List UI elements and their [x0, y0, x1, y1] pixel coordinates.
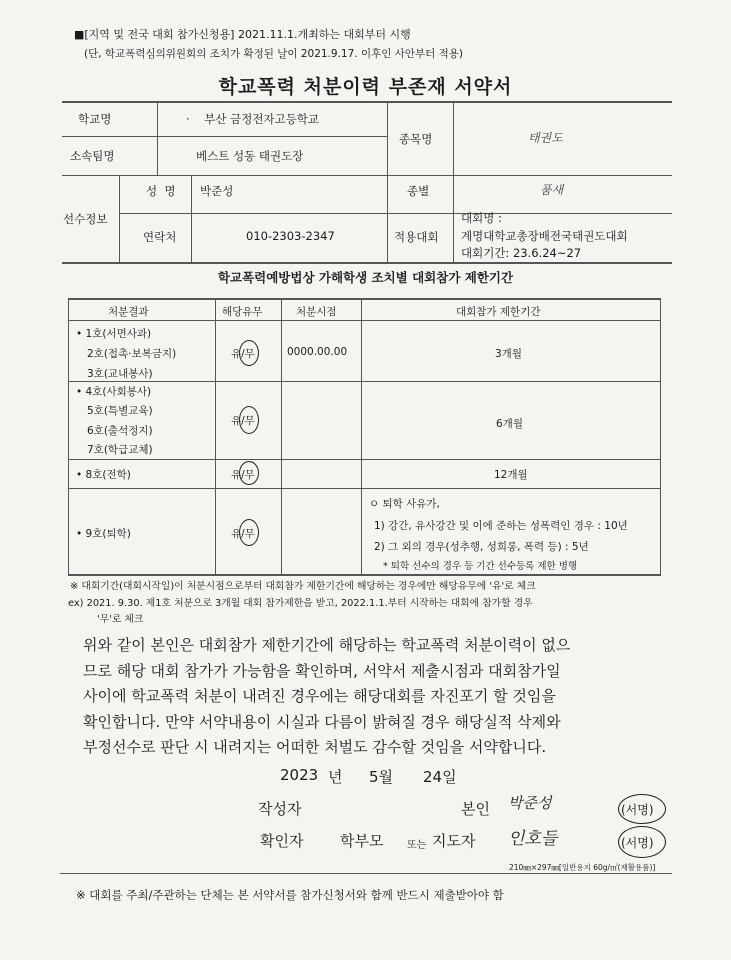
row3-item-1: • 8호(전학): [76, 469, 131, 481]
row4-limit-line-4: * 퇴학 선수의 경우 등 기간 선수등록 제한 병행: [383, 561, 578, 572]
row2-item-3: 6호(출석정지): [87, 425, 153, 437]
parent-label: 학부모: [340, 832, 384, 850]
col-header-applicable: 해당유무: [222, 306, 263, 318]
col-header-limit: 대회참가 제한기간: [456, 306, 541, 318]
school-label: 학교명: [78, 112, 112, 126]
event-label: 종목명: [399, 132, 433, 146]
footer-note: ※ 대회를 주최/주관하는 단체는 본 서약서를 참가신청서와 함께 반드시 제출받아야 함: [76, 888, 504, 902]
seal-label-2: (서명): [621, 836, 654, 850]
competition-period: 대회기간: 23.6.24~27: [461, 246, 582, 260]
row1-item-1: • 1호(서면사과): [76, 328, 152, 340]
row3-limit: 12개월: [494, 469, 528, 481]
section-title: 학교폭력예방법상 가해학생 조치별 대회참가 제한기간: [217, 270, 514, 285]
competition-name: 계명대학교총장배전국태권도대회: [461, 229, 628, 243]
paper-spec: 210㎜×297㎜[일반용지 60g/㎡(재활용품)]: [509, 863, 656, 872]
self-label: 본인: [461, 800, 490, 818]
or-label: 또는: [407, 840, 427, 851]
row1-item-2: 2호(접촉·보복금지): [87, 348, 177, 360]
row3-mark-circle: [239, 461, 259, 485]
category-value: 품새: [540, 183, 564, 197]
col-header-result: 처분결과: [108, 306, 149, 318]
coach-signature: 인호들: [508, 829, 558, 849]
pledge-line-2: 므로 해당 대회 참가가 가능함을 확인하며, 서약서 제출시점과 대회참가일: [83, 661, 561, 680]
team-value: 베스트 성동 태권도장: [196, 149, 304, 163]
header-line-2: (단, 학교폭력심의위원회의 조치가 확정된 날이 2021.9.17. 이후인 사안부터 적용): [84, 48, 464, 60]
school-value: · 부산 금정전자고등학교: [186, 112, 320, 126]
col-header-date: 처분시점: [296, 306, 337, 318]
name-label: 성 명: [146, 184, 176, 198]
row1-mark: 유/무: [231, 348, 255, 360]
event-value: 태권도: [528, 131, 563, 145]
coach-label: 지도자: [432, 832, 476, 850]
row2-item-1: • 4호(사회봉사): [76, 386, 152, 398]
row4-limit-line-3: 2) 그 외의 경우(성추행, 성희롱, 폭력 등) : 5년: [374, 541, 589, 553]
team-label: 소속팀명: [70, 149, 115, 163]
writer-label: 작성자: [258, 800, 302, 818]
row4-limit-line-1: ㅇ 퇴학 사유가,: [369, 498, 440, 510]
date-month: 5월: [369, 768, 394, 786]
row4-item-1: • 9호(퇴학): [76, 528, 131, 540]
pledge-line-1: 위와 같이 본인은 대회참가 제한기간에 해당하는 학교폭력 처분이력이 없으: [83, 636, 571, 654]
row1-limit: 3개월: [495, 348, 522, 360]
row1-item-3: 3호(교내봉사): [87, 368, 153, 380]
seal-mark-2: [618, 826, 666, 858]
row3-mark: 유/무: [231, 469, 255, 481]
date-year: 2023: [280, 766, 319, 784]
seal-mark-1: [618, 794, 666, 824]
header-line-1: ■[지역 및 전국 대회 참가신청용] 2021.11.1.개최하는 대회부터 시행: [74, 28, 411, 41]
row2-item-4: 7호(학급교체): [87, 444, 153, 456]
pledge-text: [83, 633, 673, 761]
row4-limit-line-2: 1) 강간, 유사강간 및 이에 준하는 성폭력인 경우 : 10년: [374, 520, 628, 532]
document-title: 학교폭력 처분이력 부존재 서약서: [218, 76, 513, 98]
competition-name-label: 대회명 :: [461, 211, 502, 225]
seal-label-1: (서명): [621, 803, 654, 817]
pledge-line-5: 부정선수로 판단 시 내려지는 어떠한 처벌도 감수할 것임을 서약합니다.: [83, 738, 547, 756]
contact-label: 연락처: [143, 230, 177, 244]
date-day: 24일: [423, 768, 457, 786]
note-3: '무'로 체크: [97, 614, 144, 625]
name-value: 박준성: [200, 184, 234, 198]
pledge-line-3: 사이에 학교폭력 처분이 내려진 경우에는 해당대회를 자진포기 할 것임을: [83, 687, 556, 705]
category-label: 종별: [407, 184, 430, 198]
row4-mark: 유/무: [231, 528, 255, 540]
date-year-unit: 년: [328, 768, 343, 786]
pledge-line-4: 확인합니다. 만약 서약내용이 시실과 다름이 밝혀질 경우 해당실적 삭제와: [83, 712, 561, 731]
row2-mark: 유/무: [231, 415, 255, 427]
note-1: ※ 대회기간(대회시작일)이 처분시점으로부터 대회참가 제한기간에 해당하는 경우에만 해당유무에 '유'로 체크: [70, 581, 536, 592]
row1-date: 0000.00.00: [287, 346, 348, 358]
confirmer-label: 확인자: [260, 832, 304, 850]
row2-item-2: 5호(특별교육): [87, 405, 153, 417]
competition-label: 적용대회: [394, 230, 439, 244]
row2-mark-circle: [239, 406, 259, 434]
note-2: ex) 2021. 9.30. 제1호 처분으로 3개월 대회 참가제한을 받고, 2022.1.1.부터 시작하는 대회에 참가할 경우: [68, 598, 533, 609]
contact-value: 010-2303-2347: [246, 229, 335, 243]
row2-limit: 6개월: [496, 418, 523, 430]
row4-mark-circle: [239, 519, 259, 546]
row1-mark-circle: [239, 340, 259, 366]
self-signature: 박준성: [508, 794, 552, 812]
player-info-label: 선수정보: [63, 212, 108, 226]
